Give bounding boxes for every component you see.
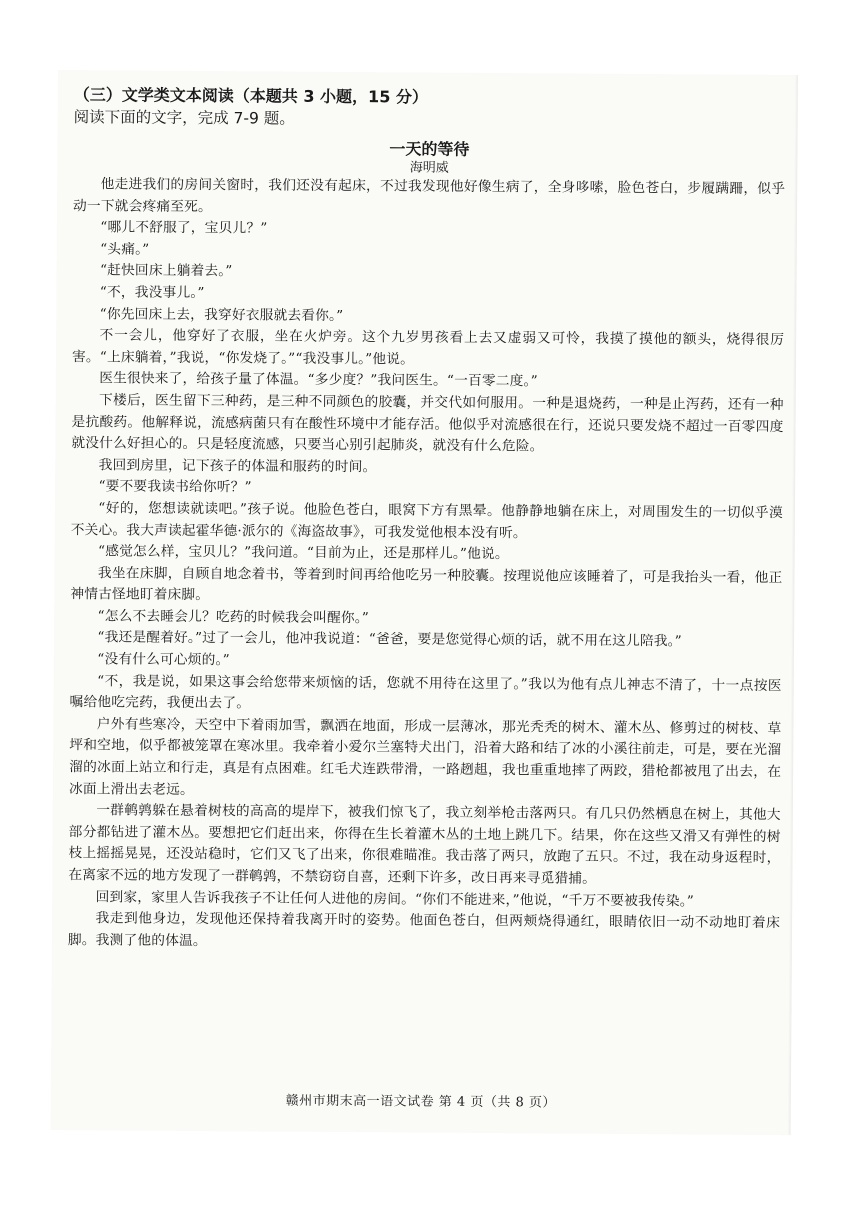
story-paragraph: “你先回床上去，我穿好衣服就去看你。” <box>99 305 344 324</box>
story-paragraph: 回到家，家里人告诉我孩子不让任何人进他的房间。“你们不能进来，”他说，“千万不要被我传染。” <box>95 888 695 910</box>
reading-instruction: 阅读下面的文字，完成 7-9 题。 <box>73 108 295 128</box>
story-paragraph: “好的，您想读就读吧。”孩子说。他脸色苍白，眼窝下方有黑晕。他静静地躺在床上，对周围发生的一切似乎漠不关心。我大声读起霍华德·派尔的《海盗故事》，可我发觉他根本没有听。 <box>70 500 783 541</box>
scanned-page <box>51 70 798 1135</box>
story-paragraph: 我走到他身边，发现他还保持着我离开时的姿势。他面色苍白，但两颊烧得通红，眼睛依旧一动不动地盯着床脚。我测了他的体温。 <box>67 910 781 949</box>
story-paragraph: “没有什么可心烦的。” <box>97 651 230 669</box>
story-paragraph: 他走进我们的房间关窗时，我们还没有起床，不过我发现他好像生病了，全身哆嗦，脸色苍白，步履蹒跚，似乎动一下就会疼痛至死。 <box>72 176 786 215</box>
story-paragraph: “头痛。” <box>100 241 150 258</box>
story-paragraph: “要不要我读书给你听？” <box>98 478 252 496</box>
story-paragraph: 不一会儿，他穿好了衣服，坐在火炉旁。这个九岁男孩看上去又虚弱又可怜，我摸了摸他的额头，烧得很厉害。“上床躺着，”我说，“你发烧了。”“我没事儿。”他说。 <box>71 327 785 368</box>
story-paragraph: 下楼后，医生留下三种药，是三种不同颜色的胶囊，并交代如何服用。一种是退烧药，一种是止泻药，还有一种是抗酸药。他解释说，流感病菌只有在酸性环境中才能存活。他似乎对流感很在行，还说只要发烧不超过一百零四度就没什么好担心的。只是轻度流感，只要当心别引起肺炎，就没有什么危险。 <box>71 392 784 455</box>
story-paragraph: “感觉怎么样，宝贝儿？”我问道。“目前为止，还是那样儿。”他说。 <box>97 543 509 563</box>
story-paragraph: “不，我没事儿。” <box>99 284 205 301</box>
page-footer: 赣州市期末高一语文试卷 第 4 页（共 8 页） <box>285 1093 556 1111</box>
story-title: 一天的等待 <box>389 139 470 159</box>
page-edge-shadow <box>788 75 798 1135</box>
story-paragraph: “哪儿不舒服了，宝贝儿？” <box>100 219 268 237</box>
story-paragraph: 我坐在床脚，自顾自地念着书，等着到时间再给他吃另一种胶囊。按理说他应该睡着了，可是我抬头一看，他正神情古怪地盯着床脚。 <box>70 564 783 604</box>
story-paragraph: “赶快回床上躺着去。” <box>99 262 233 280</box>
story-paragraph: 我回到房里，记下孩子的体温和服药的时间。 <box>98 457 377 475</box>
story-paragraph: “我还是醒着好。”过了一会儿，他冲我说道：“爸爸，要是您觉得心烦的话，就不用在这儿陪我。” <box>97 629 682 650</box>
story-body <box>68 174 785 956</box>
story-paragraph: 医生很快来了，给孩子量了体温。“多少度？”我问医生。“一百零二度。” <box>99 370 538 390</box>
section-heading: （三）文学类文本阅读（本题共 3 小题，15 分） <box>73 85 429 107</box>
story-paragraph: “怎么不去睡会儿？吃药的时候我会叫醒你。” <box>97 608 370 627</box>
story-paragraph: “不，我是说，如果这事会给您带来烦恼的话，您就不用待在这里了。”我以为他有点儿神志不清了，十一点按医嘱给他吃完药，我便出去了。 <box>69 672 782 712</box>
story-author: 海明威 <box>409 160 449 176</box>
page-content <box>68 84 786 956</box>
story-paragraph: 户外有些寒冷，天空中下着雨加雪，飘洒在地面，形成一层薄冰，那光秃秃的树木、灌木丛、修剪过的树枝、草坪和空地，似乎都被笼罩在寒冰里。我牵着小爱尔兰塞特犬出门，沿着大路和结了冰的小溪往前走，可是，要在光溜溜的冰面上站立和行走，真是有点困难。红毛犬连跌带滑，一路趔趄，我也重重地摔了两跤，猎枪都被甩了出去，在冰面上滑出去老远。 <box>68 716 782 798</box>
story-paragraph: 一群鹌鹑躲在悬着树枝的高高的堤岸下，被我们惊飞了，我立刻举枪击落两只。有几只仍然栖息在树上，其他大部分都钻进了灌木丛。要想把它们赶出来，你得在生长着灌木丛的土地上跳几下。结果，你在这些又滑又有弹性的树枝上摇摇晃晃，还没站稳时，它们又飞了出来，你很难瞄准。我击落了两只，放跑了五只。不过，我在动身返程时，在离家不远的地方发现了一群鹌鹑，不禁窃窃自喜，还剩下许多，改日再来寻觅猎捕。 <box>68 802 781 887</box>
